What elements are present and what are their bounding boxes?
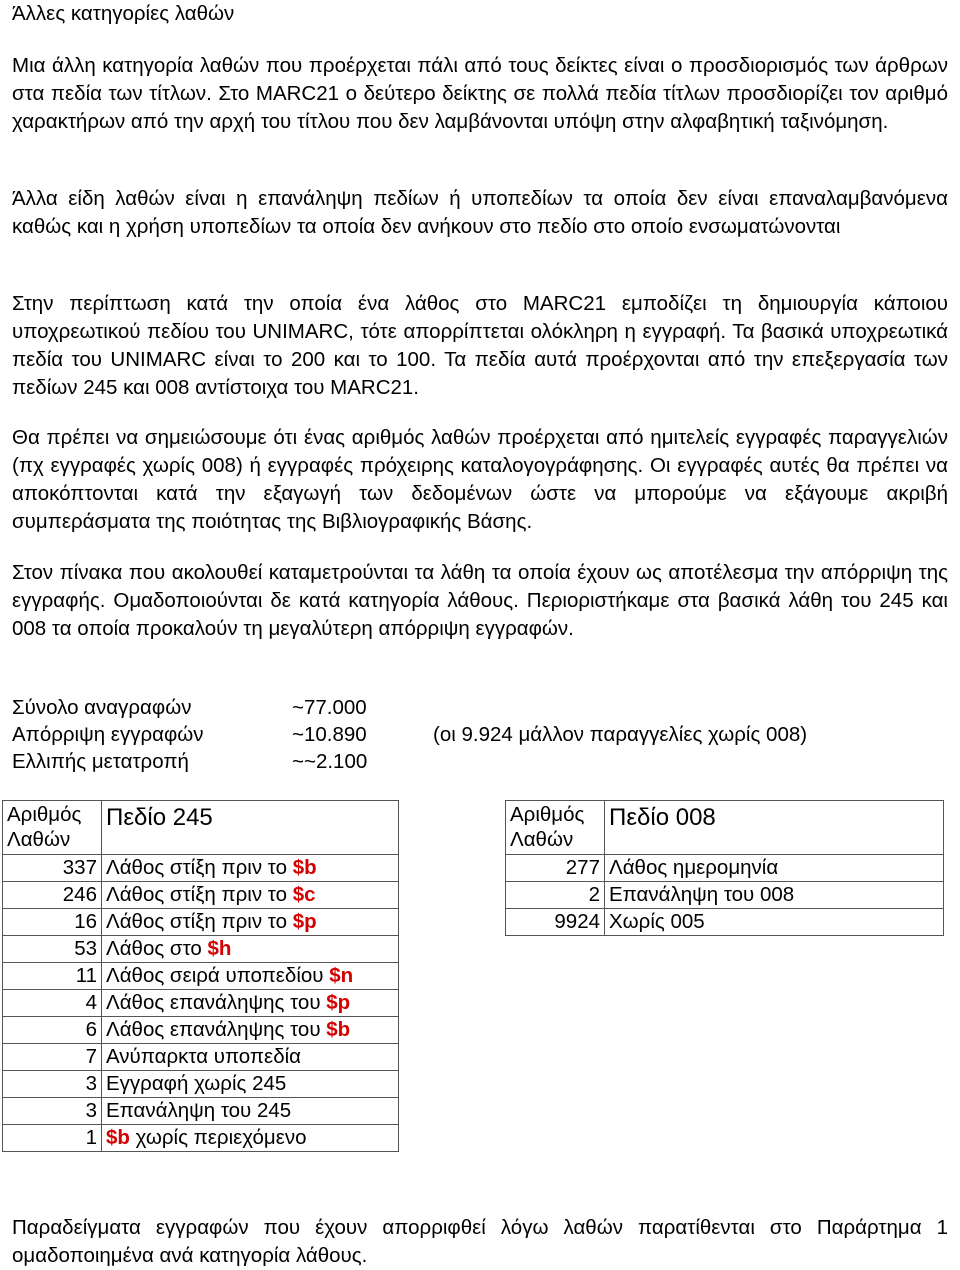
- stat-row-incomplete: [12, 748, 912, 775]
- error-text: Λάθος στο: [106, 937, 208, 960]
- error-text: Λάθος στίξη πριν το: [106, 910, 293, 933]
- error-count: 53: [3, 936, 102, 963]
- error-description: [102, 990, 399, 1017]
- error-text: Λάθος στίξη πριν το: [106, 856, 293, 879]
- error-description: [102, 1044, 399, 1071]
- table-row: [3, 1044, 399, 1071]
- paragraph-repetition: Άλλα είδη λαθών είναι η επανάληψη πεδίων ή υποπεδίων τα οποία δεν είναι επαναλαμβανόμενα καθώς και η χρήση υποπεδίων τα οποία δεν ανήκουν στο πεδίο στο οποίο ενσωματώνονται: [12, 187, 948, 238]
- stat-value: ~77.000: [292, 696, 367, 719]
- table-row: [506, 855, 944, 882]
- stat-value: ~10.890: [292, 723, 367, 746]
- table-row: [3, 990, 399, 1017]
- stat-label: Απόρριψη εγγραφών: [12, 723, 204, 746]
- error-description: [102, 1098, 399, 1125]
- paragraph-mandatory-fields: Στην περίπτωση κατά την οποία ένα λάθος στο MARC21 εμποδίζει τη δημιουργία κάποιου υποχρεωτικού πεδίου του UNIMARC, τότε απορρίπτεται ολόκληρη η εγγραφή. Τα βασικά υποχρεωτικά πεδία του UNIMARC είναι το 200 και το 100. Τα πεδία αυτά προέρχονται από την επεξεργασία των πεδίων 245 και 008 αντίστοιχα του MARC21.: [12, 292, 948, 399]
- error-text: Επανάληψη του 245: [106, 1099, 292, 1122]
- error-description: [102, 909, 399, 936]
- count-header: Αριθμός Λαθών: [3, 801, 102, 855]
- table-row: [506, 909, 944, 936]
- error-text: Επανάληψη του 008: [609, 883, 795, 906]
- field-header: Πεδίο 245: [102, 801, 399, 855]
- error-description: [605, 882, 944, 909]
- error-text: Ανύπαρκτα υποπεδία: [106, 1045, 302, 1068]
- field-header: Πεδίο 008: [605, 801, 944, 855]
- error-count: 16: [3, 909, 102, 936]
- error-description: [102, 936, 399, 963]
- section-heading: Άλλες κατηγορίες λαθών: [12, 2, 235, 25]
- paragraph-table-intro: Στον πίνακα που ακολουθεί καταμετρούνται τα λάθη τα οποία έχουν ως αποτέλεσμα την απόρριψη της εγγραφής. Ομαδοποιούνται δε κατά κατηγορία λάθους. Περιοριστήκαμε στα βασικά λάθη του 245 και 008 τα οποία προκαλούν τη μεγαλύτερη απόρριψη εγγραφών.: [12, 561, 948, 640]
- stat-row-total: [12, 694, 912, 721]
- table-row: [3, 1125, 399, 1152]
- paragraph-appendix-note: Παραδείγματα εγγραφών που έχουν απορριφθεί λόγω λαθών παρατίθενται στο Παράρτημα 1 ομαδοποιημένα ανά κατηγορία λάθους.: [12, 1216, 948, 1267]
- stat-row-rejected: [12, 721, 912, 748]
- stat-value: ~~2.100: [292, 750, 368, 773]
- statistics-block: [12, 694, 912, 775]
- error-count: 4: [3, 990, 102, 1017]
- error-table-245: [2, 800, 399, 1152]
- table-row: [3, 936, 399, 963]
- error-text: Λάθος σειρά υποπεδίου: [106, 964, 330, 987]
- table-row: [3, 882, 399, 909]
- count-header: Αριθμός Λαθών: [506, 801, 605, 855]
- error-text: Χωρίς 005: [609, 910, 705, 933]
- table-row: [3, 1071, 399, 1098]
- error-count: 2: [506, 882, 605, 909]
- error-count: 337: [3, 855, 102, 882]
- stat-label: Ελλιπής μετατροπή: [12, 750, 189, 773]
- subfield-code: $c: [292, 883, 316, 906]
- error-description: [102, 1125, 399, 1152]
- error-description: [102, 855, 399, 882]
- subfield-code: $b: [292, 856, 317, 879]
- error-description: [605, 855, 944, 882]
- error-description: [102, 1071, 399, 1098]
- error-count: 7: [3, 1044, 102, 1071]
- subfield-code: $h: [207, 937, 232, 960]
- error-text-suffix: χωρίς περιεχόμενο: [129, 1126, 307, 1149]
- table-row: [3, 855, 399, 882]
- error-count: 246: [3, 882, 102, 909]
- error-description: [605, 909, 944, 936]
- error-count: 11: [3, 963, 102, 990]
- table-row: [3, 963, 399, 990]
- subfield-code: $b: [106, 1126, 130, 1149]
- error-description: [102, 963, 399, 990]
- error-count: 1: [3, 1125, 102, 1152]
- table-row: [3, 1017, 399, 1044]
- error-count: 6: [3, 1017, 102, 1044]
- table-row: [3, 1098, 399, 1125]
- error-description: [102, 882, 399, 909]
- error-text: Εγγραφή χωρίς 245: [106, 1072, 287, 1095]
- paragraph-incomplete-records: Θα πρέπει να σημειώσουμε ότι ένας αριθμός λαθών προέρχεται από ημιτελείς εγγραφές παραγγελιών (πχ εγγραφές χωρίς 008) ή εγγραφές πρόχειρης καταλογογράφησης. Οι εγγραφές αυτές θα πρέπει να αποκόπτονται κατά την εξαγωγή των δεδομένων ώστε να μπορούμε να εξάγουμε ακριβή συμπεράσματα της ποιότητας της Βιβλιογραφικής Βάσης.: [12, 426, 948, 533]
- table-row: [506, 882, 944, 909]
- table-row: [3, 909, 399, 936]
- error-table-008: [505, 800, 944, 936]
- error-count: 3: [3, 1098, 102, 1125]
- stat-label: Σύνολο αναγραφών: [12, 696, 192, 719]
- error-text: Λάθος ημερομηνία: [609, 856, 779, 879]
- error-text: Λάθος επανάληψης του: [106, 991, 327, 1014]
- error-count: 3: [3, 1071, 102, 1098]
- subfield-code: $p: [326, 991, 351, 1014]
- subfield-code: $b: [326, 1018, 351, 1041]
- stat-note: (οι 9.924 μάλλον παραγγελίες χωρίς 008): [433, 723, 808, 746]
- subfield-code: $n: [329, 964, 354, 987]
- error-text: Λάθος επανάληψης του: [106, 1018, 327, 1041]
- paragraph-articles: Μια άλλη κατηγορία λαθών που προέρχεται πάλι από τους δείκτες είναι ο προσδιορισμός των άρθρων στα πεδία των τίτλων. Στο MARC21 ο δεύτερο δείκτης σε πολλά πεδία τίτλων προσδιορίζει τον αριθμό χαρακτήρων από την αρχή του τίτλου που δεν λαμβάνονται υπόψη στην αλφαβητική ταξινόμηση.: [12, 54, 948, 133]
- error-count: 9924: [506, 909, 605, 936]
- error-count: 277: [506, 855, 605, 882]
- error-text: Λάθος στίξη πριν το: [106, 883, 293, 906]
- subfield-code: $p: [292, 910, 317, 933]
- error-description: [102, 1017, 399, 1044]
